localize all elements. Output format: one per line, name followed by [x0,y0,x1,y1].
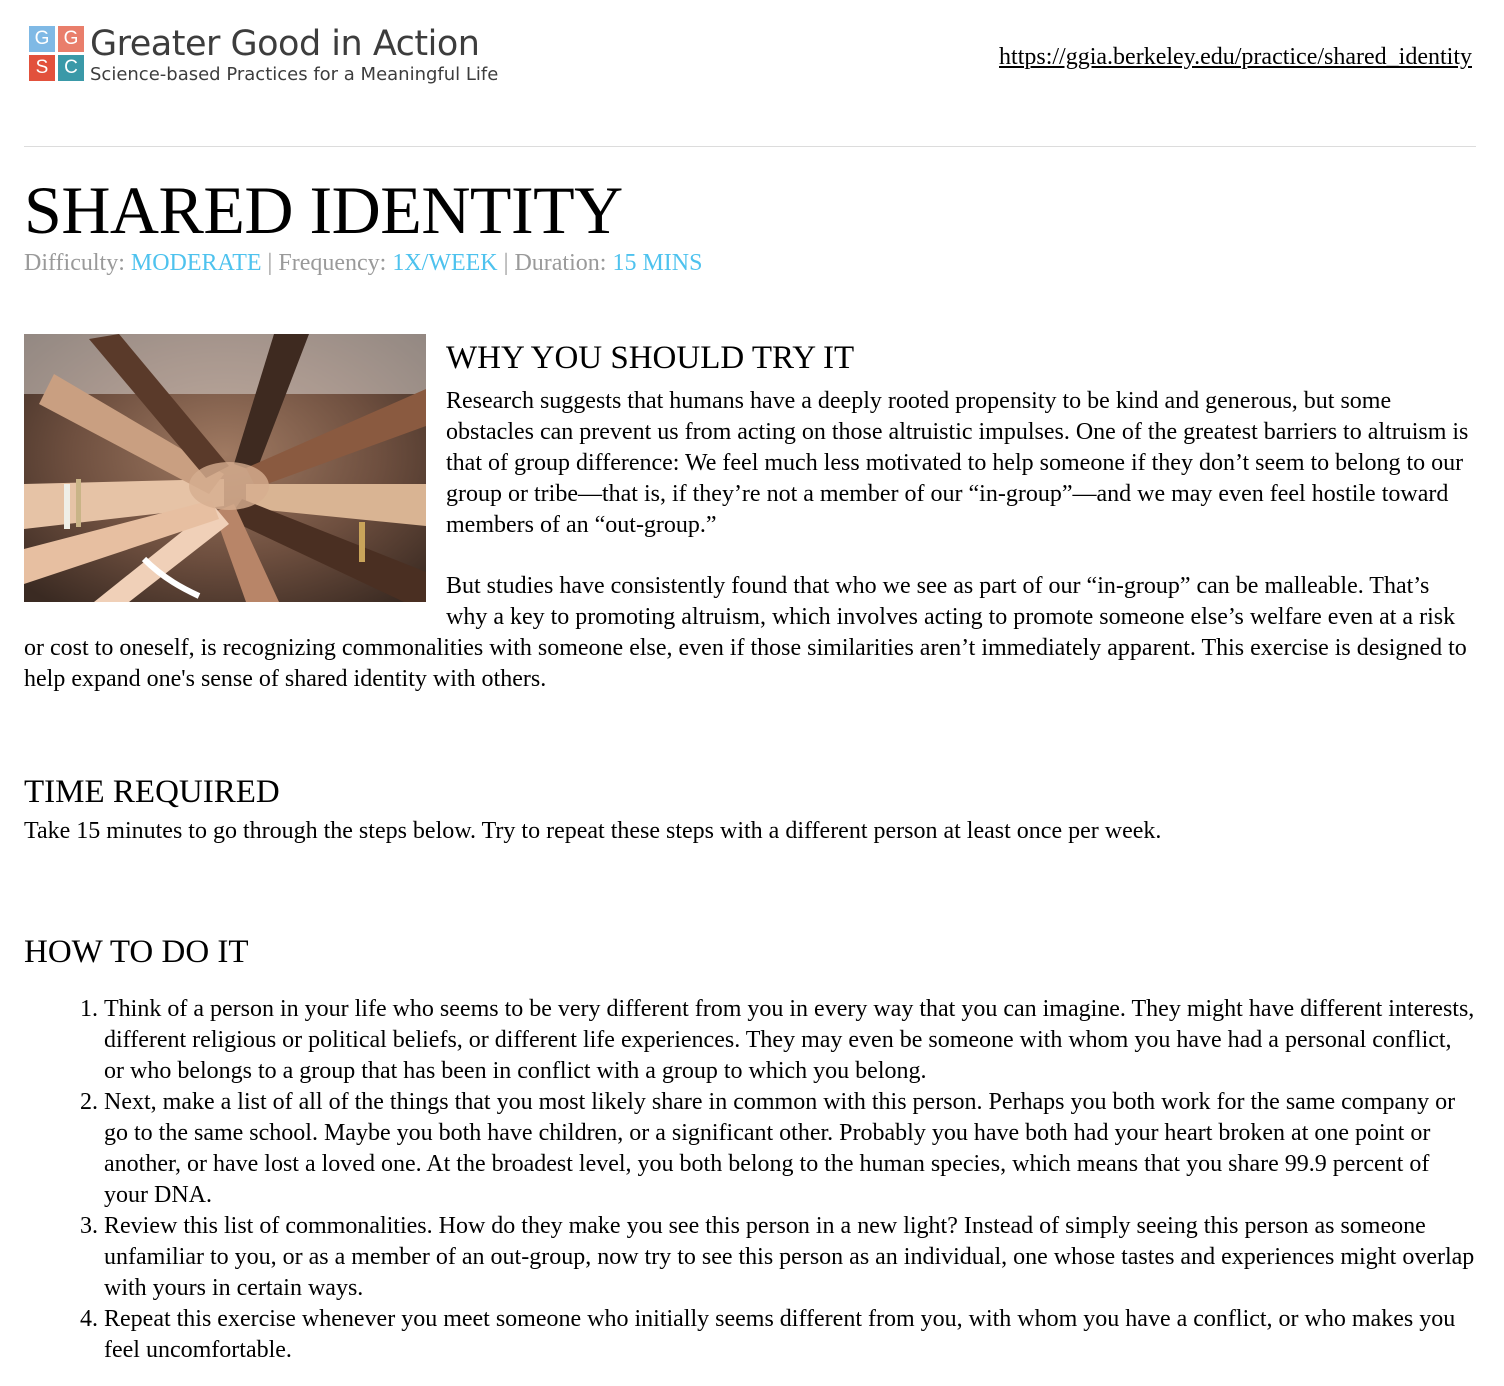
hands-together-image [24,334,426,602]
page-header [24,0,1476,147]
logo-letter-c: C [58,55,84,81]
logo-letter-g1: G [29,26,55,52]
difficulty-value: MODERATE [130,250,262,276]
duration-value: 15 MINS [612,250,703,276]
step-item: 3. Review this list of commonalities. How do they make you see this person in a new light? Instead of simply seeing this person as someone unfamiliar to you, or as a member of an out-group, now try to see this person as an individual, one whose tastes and experiences might overlap with yours in certain ways. [104,1211,1476,1304]
time-heading: TIME REQUIRED [24,774,280,810]
meta-separator: | [503,250,509,276]
difficulty-label: Difficulty: [24,250,125,276]
meta-separator: | [267,250,273,276]
step-item: 2. Next, make a list of all of the things that you most likely share in common with this person. Perhaps you both work for the same company or go to the same school. Maybe you both have children, or a significant other. Probably you have both had your heart broken at one point or another, or have lost a loved one. At the broadest level, you both belong to the human species, which means that you share 99.9 percent of your DNA. [104,1087,1476,1211]
why-section [24,334,1476,695]
logo-tagline: Science-based Practices for a Meaningful Life [90,64,499,85]
page [24,0,1476,1363]
frequency-label: Frequency: [278,250,387,276]
duration-label: Duration: [514,250,607,276]
time-required-section [24,772,1476,847]
page-title: SHARED IDENTITY [24,172,623,248]
step-item: 4. Repeat this exercise whenever you meet someone who initially seems different from you, with whom you have a conflict, or who makes you feel uncomfortable. [104,1304,1476,1366]
howto-heading: HOW TO DO IT [24,934,249,970]
time-text: Take 15 minutes to go through the steps below. Try to repeat these steps with a different person at least once per week. [24,818,1162,844]
practice-meta [24,248,702,278]
how-to-section [24,932,1476,1366]
why-paragraph-1: Research suggests that humans have a deeply rooted propensity to be kind and generous, but some obstacles can prevent us from acting on those altruistic impulses. One of the greatest barriers to altruism is that of group difference: We feel much less motivated to help someone if they don’t seem to belong to our group or tribe—that is, if they’re not a member of our “in-group”—and we may even feel hostile toward members of an “out-group.” [446,388,1469,538]
step-item: 1. Think of a person in your life who seems to be very different from you in every way that you can imagine. They might have different interests, different religious or political beliefs, or different life experiences. They may even be someone with whom you have had a personal conflict, or who belongs to a group that has been in conflict with a group to which you belong. [104,994,1476,1087]
logo-letter-s: S [29,55,55,81]
why-paragraph-2: But studies have consistently found that who we see as part of our “in-group” can be malleable. That’s why a key to promoting altruism, which involves acting to promote someone else’s welfare even at a risk or cost to oneself, is recognizing commonalities with someone else, even if those similarities aren’t immediately apparent. This exercise is designed to help expand one's sense of shared identity with others. [24,573,1467,692]
frequency-value: 1X/WEEK [392,250,498,276]
steps-list [24,994,1476,1366]
logo-title: Greater Good in Action [90,24,480,64]
logo-letter-g2: G [58,26,84,52]
logo-text [90,26,498,86]
ggia-logo[interactable] [29,26,498,86]
page-url-link[interactable]: https://ggia.berkeley.edu/practice/shared_identity [999,44,1472,70]
why-heading: WHY YOU SHOULD TRY IT [446,340,855,376]
logo-mark [29,26,84,81]
